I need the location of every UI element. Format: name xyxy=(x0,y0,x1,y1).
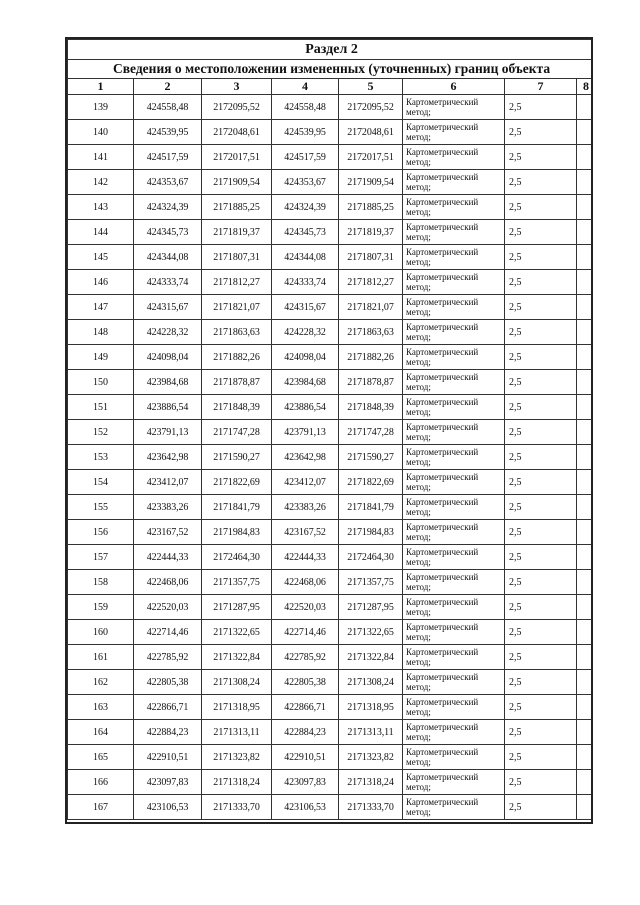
note-cell xyxy=(577,295,594,320)
point-number-cell: 156 xyxy=(68,520,134,545)
x-existing-cell: 424228,32 xyxy=(134,320,202,345)
method-cell: Картометрический метод; xyxy=(403,670,505,695)
method-cell: Картометрический метод; xyxy=(403,345,505,370)
y-updated-cell: 2171821,07 xyxy=(339,295,403,320)
accuracy-cell: 2,5 xyxy=(505,645,577,670)
point-number-cell: 154 xyxy=(68,470,134,495)
point-number-cell: 147 xyxy=(68,295,134,320)
x-existing-cell: 422884,23 xyxy=(134,720,202,745)
point-number-cell: 157 xyxy=(68,545,134,570)
y-updated-cell: 2171318,95 xyxy=(339,695,403,720)
column-header-row xyxy=(68,79,594,95)
x-updated-cell: 422785,92 xyxy=(272,645,339,670)
method-cell: Картометрический метод; xyxy=(403,95,505,120)
y-updated-cell: 2171841,79 xyxy=(339,495,403,520)
document-page xyxy=(65,37,593,824)
method-cell: Картометрический метод; xyxy=(403,495,505,520)
table-row xyxy=(68,245,594,270)
note-cell xyxy=(577,220,594,245)
method-cell: Картометрический метод; xyxy=(403,270,505,295)
table-row xyxy=(68,520,594,545)
accuracy-cell: 2,5 xyxy=(505,145,577,170)
accuracy-cell: 2,5 xyxy=(505,720,577,745)
y-updated-cell: 2171819,37 xyxy=(339,220,403,245)
x-updated-cell: 424558,48 xyxy=(272,95,339,120)
x-existing-cell: 423383,26 xyxy=(134,495,202,520)
accuracy-cell: 2,5 xyxy=(505,245,577,270)
table-row xyxy=(68,670,594,695)
table-row xyxy=(68,595,594,620)
x-updated-cell: 423383,26 xyxy=(272,495,339,520)
y-updated-cell: 2171357,75 xyxy=(339,570,403,595)
accuracy-cell: 2,5 xyxy=(505,595,577,620)
y-updated-cell: 2171313,11 xyxy=(339,720,403,745)
method-cell: Картометрический метод; xyxy=(403,570,505,595)
note-cell xyxy=(577,520,594,545)
note-cell xyxy=(577,370,594,395)
table-row xyxy=(68,745,594,770)
table-row xyxy=(68,320,594,345)
column-header: 2 xyxy=(134,79,202,95)
x-existing-cell: 423642,98 xyxy=(134,445,202,470)
point-number-cell: 167 xyxy=(68,795,134,820)
column-header: 7 xyxy=(505,79,577,95)
table-row xyxy=(68,445,594,470)
note-cell xyxy=(577,395,594,420)
y-updated-cell: 2172464,30 xyxy=(339,545,403,570)
y-existing-cell: 2171821,07 xyxy=(202,295,272,320)
accuracy-cell: 2,5 xyxy=(505,120,577,145)
accuracy-cell: 2,5 xyxy=(505,295,577,320)
column-header: 6 xyxy=(403,79,505,95)
table-row xyxy=(68,170,594,195)
y-existing-cell: 2171357,75 xyxy=(202,570,272,595)
accuracy-cell: 2,5 xyxy=(505,420,577,445)
x-existing-cell: 424344,08 xyxy=(134,245,202,270)
y-updated-cell: 2171323,82 xyxy=(339,745,403,770)
x-existing-cell: 424539,95 xyxy=(134,120,202,145)
table-row xyxy=(68,545,594,570)
accuracy-cell: 2,5 xyxy=(505,270,577,295)
accuracy-cell: 2,5 xyxy=(505,695,577,720)
y-updated-cell: 2172048,61 xyxy=(339,120,403,145)
note-cell xyxy=(577,245,594,270)
y-existing-cell: 2171819,37 xyxy=(202,220,272,245)
table-row xyxy=(68,95,594,120)
y-existing-cell: 2171909,54 xyxy=(202,170,272,195)
y-updated-cell: 2171807,31 xyxy=(339,245,403,270)
table-row xyxy=(68,120,594,145)
method-cell: Картометрический метод; xyxy=(403,795,505,820)
point-number-cell: 142 xyxy=(68,170,134,195)
point-number-cell: 152 xyxy=(68,420,134,445)
x-updated-cell: 423791,13 xyxy=(272,420,339,445)
accuracy-cell: 2,5 xyxy=(505,170,577,195)
accuracy-cell: 2,5 xyxy=(505,520,577,545)
x-updated-cell: 424333,74 xyxy=(272,270,339,295)
method-cell: Картометрический метод; xyxy=(403,170,505,195)
y-existing-cell: 2171322,84 xyxy=(202,645,272,670)
x-updated-cell: 422910,51 xyxy=(272,745,339,770)
table-row xyxy=(68,370,594,395)
x-existing-cell: 422444,33 xyxy=(134,545,202,570)
method-cell: Картометрический метод; xyxy=(403,520,505,545)
table-row xyxy=(68,470,594,495)
point-number-cell: 161 xyxy=(68,645,134,670)
point-number-cell: 145 xyxy=(68,245,134,270)
x-updated-cell: 424539,95 xyxy=(272,120,339,145)
note-cell xyxy=(577,795,594,820)
accuracy-cell: 2,5 xyxy=(505,370,577,395)
x-existing-cell: 422866,71 xyxy=(134,695,202,720)
point-number-cell: 150 xyxy=(68,370,134,395)
point-number-cell: 140 xyxy=(68,120,134,145)
y-existing-cell: 2171318,24 xyxy=(202,770,272,795)
note-cell xyxy=(577,170,594,195)
note-cell xyxy=(577,545,594,570)
y-existing-cell: 2171308,24 xyxy=(202,670,272,695)
y-updated-cell: 2171322,84 xyxy=(339,645,403,670)
x-existing-cell: 423167,52 xyxy=(134,520,202,545)
note-cell xyxy=(577,470,594,495)
accuracy-cell: 2,5 xyxy=(505,395,577,420)
x-updated-cell: 424324,39 xyxy=(272,195,339,220)
x-updated-cell: 423106,53 xyxy=(272,795,339,820)
y-updated-cell: 2171848,39 xyxy=(339,395,403,420)
x-updated-cell: 424517,59 xyxy=(272,145,339,170)
table-row xyxy=(68,770,594,795)
note-cell xyxy=(577,495,594,520)
point-number-cell: 155 xyxy=(68,495,134,520)
x-updated-cell: 424344,08 xyxy=(272,245,339,270)
x-existing-cell: 424098,04 xyxy=(134,345,202,370)
table-row xyxy=(68,620,594,645)
x-existing-cell: 422785,92 xyxy=(134,645,202,670)
method-cell: Картометрический метод; xyxy=(403,620,505,645)
y-existing-cell: 2171590,27 xyxy=(202,445,272,470)
y-existing-cell: 2171807,31 xyxy=(202,245,272,270)
y-existing-cell: 2171333,70 xyxy=(202,795,272,820)
x-updated-cell: 423984,68 xyxy=(272,370,339,395)
y-updated-cell: 2171287,95 xyxy=(339,595,403,620)
y-updated-cell: 2172095,52 xyxy=(339,95,403,120)
y-existing-cell: 2172048,61 xyxy=(202,120,272,145)
point-number-cell: 165 xyxy=(68,745,134,770)
x-updated-cell: 422444,33 xyxy=(272,545,339,570)
x-updated-cell: 424315,67 xyxy=(272,295,339,320)
y-existing-cell: 2171863,63 xyxy=(202,320,272,345)
note-cell xyxy=(577,345,594,370)
point-number-cell: 153 xyxy=(68,445,134,470)
table-row xyxy=(68,720,594,745)
note-cell xyxy=(577,745,594,770)
method-cell: Картометрический метод; xyxy=(403,695,505,720)
y-updated-cell: 2171909,54 xyxy=(339,170,403,195)
x-existing-cell: 422805,38 xyxy=(134,670,202,695)
x-updated-cell: 424228,32 xyxy=(272,320,339,345)
section-subtitle: Сведения о местоположении измененных (уточненных) границ объекта xyxy=(68,60,594,79)
x-updated-cell: 422805,38 xyxy=(272,670,339,695)
y-existing-cell: 2171848,39 xyxy=(202,395,272,420)
note-cell xyxy=(577,320,594,345)
accuracy-cell: 2,5 xyxy=(505,95,577,120)
method-cell: Картометрический метод; xyxy=(403,420,505,445)
note-cell xyxy=(577,620,594,645)
table-row xyxy=(68,145,594,170)
y-existing-cell: 2171882,26 xyxy=(202,345,272,370)
table-row xyxy=(68,420,594,445)
y-existing-cell: 2172017,51 xyxy=(202,145,272,170)
x-existing-cell: 423097,83 xyxy=(134,770,202,795)
table-row xyxy=(68,195,594,220)
x-existing-cell: 423106,53 xyxy=(134,795,202,820)
x-updated-cell: 423097,83 xyxy=(272,770,339,795)
y-existing-cell: 2171841,79 xyxy=(202,495,272,520)
x-existing-cell: 424558,48 xyxy=(134,95,202,120)
point-number-cell: 151 xyxy=(68,395,134,420)
y-updated-cell: 2171308,24 xyxy=(339,670,403,695)
x-existing-cell: 422714,46 xyxy=(134,620,202,645)
point-number-cell: 159 xyxy=(68,595,134,620)
table-row xyxy=(68,570,594,595)
x-updated-cell: 422714,46 xyxy=(272,620,339,645)
y-existing-cell: 2171323,82 xyxy=(202,745,272,770)
accuracy-cell: 2,5 xyxy=(505,545,577,570)
point-number-cell: 163 xyxy=(68,695,134,720)
table-row xyxy=(68,795,594,820)
y-updated-cell: 2171590,27 xyxy=(339,445,403,470)
point-number-cell: 149 xyxy=(68,345,134,370)
y-updated-cell: 2171822,69 xyxy=(339,470,403,495)
method-cell: Картометрический метод; xyxy=(403,320,505,345)
y-updated-cell: 2171318,24 xyxy=(339,770,403,795)
y-existing-cell: 2171885,25 xyxy=(202,195,272,220)
x-updated-cell: 424353,67 xyxy=(272,170,339,195)
y-existing-cell: 2172464,30 xyxy=(202,545,272,570)
accuracy-cell: 2,5 xyxy=(505,770,577,795)
x-updated-cell: 423167,52 xyxy=(272,520,339,545)
point-number-cell: 164 xyxy=(68,720,134,745)
y-updated-cell: 2171747,28 xyxy=(339,420,403,445)
y-existing-cell: 2171322,65 xyxy=(202,620,272,645)
x-updated-cell: 423886,54 xyxy=(272,395,339,420)
x-updated-cell: 423642,98 xyxy=(272,445,339,470)
table-row xyxy=(68,345,594,370)
note-cell xyxy=(577,670,594,695)
x-existing-cell: 424353,67 xyxy=(134,170,202,195)
point-number-cell: 146 xyxy=(68,270,134,295)
y-updated-cell: 2171882,26 xyxy=(339,345,403,370)
method-cell: Картометрический метод; xyxy=(403,720,505,745)
note-cell xyxy=(577,95,594,120)
y-updated-cell: 2171863,63 xyxy=(339,320,403,345)
column-header: 5 xyxy=(339,79,403,95)
point-number-cell: 162 xyxy=(68,670,134,695)
y-existing-cell: 2171313,11 xyxy=(202,720,272,745)
y-updated-cell: 2171333,70 xyxy=(339,795,403,820)
accuracy-cell: 2,5 xyxy=(505,795,577,820)
table-row xyxy=(68,395,594,420)
y-existing-cell: 2171812,27 xyxy=(202,270,272,295)
method-cell: Картометрический метод; xyxy=(403,295,505,320)
y-updated-cell: 2171878,87 xyxy=(339,370,403,395)
method-cell: Картометрический метод; xyxy=(403,395,505,420)
x-existing-cell: 424333,74 xyxy=(134,270,202,295)
method-cell: Картометрический метод; xyxy=(403,545,505,570)
y-existing-cell: 2172095,52 xyxy=(202,95,272,120)
accuracy-cell: 2,5 xyxy=(505,570,577,595)
table-row xyxy=(68,295,594,320)
x-updated-cell: 422468,06 xyxy=(272,570,339,595)
point-number-cell: 166 xyxy=(68,770,134,795)
y-updated-cell: 2171322,65 xyxy=(339,620,403,645)
method-cell: Картометрический метод; xyxy=(403,120,505,145)
y-existing-cell: 2171747,28 xyxy=(202,420,272,445)
point-number-cell: 160 xyxy=(68,620,134,645)
note-cell xyxy=(577,120,594,145)
y-updated-cell: 2172017,51 xyxy=(339,145,403,170)
note-cell xyxy=(577,195,594,220)
accuracy-cell: 2,5 xyxy=(505,195,577,220)
note-cell xyxy=(577,770,594,795)
column-header: 1 xyxy=(68,79,134,95)
point-number-cell: 139 xyxy=(68,95,134,120)
accuracy-cell: 2,5 xyxy=(505,445,577,470)
method-cell: Картометрический метод; xyxy=(403,645,505,670)
note-cell xyxy=(577,645,594,670)
accuracy-cell: 2,5 xyxy=(505,620,577,645)
method-cell: Картометрический метод; xyxy=(403,470,505,495)
method-cell: Картометрический метод; xyxy=(403,595,505,620)
note-cell xyxy=(577,445,594,470)
y-existing-cell: 2171878,87 xyxy=(202,370,272,395)
note-cell xyxy=(577,695,594,720)
table-row xyxy=(68,695,594,720)
x-existing-cell: 423984,68 xyxy=(134,370,202,395)
section-title: Раздел 2 xyxy=(68,40,594,60)
x-updated-cell: 422884,23 xyxy=(272,720,339,745)
x-existing-cell: 423886,54 xyxy=(134,395,202,420)
point-number-cell: 143 xyxy=(68,195,134,220)
method-cell: Картометрический метод; xyxy=(403,370,505,395)
x-existing-cell: 424324,39 xyxy=(134,195,202,220)
note-cell xyxy=(577,270,594,295)
y-updated-cell: 2171812,27 xyxy=(339,270,403,295)
y-updated-cell: 2171984,83 xyxy=(339,520,403,545)
accuracy-cell: 2,5 xyxy=(505,320,577,345)
table-row xyxy=(68,270,594,295)
y-existing-cell: 2171287,95 xyxy=(202,595,272,620)
method-cell: Картометрический метод; xyxy=(403,195,505,220)
note-cell xyxy=(577,595,594,620)
column-header: 8 xyxy=(577,79,594,95)
note-cell xyxy=(577,145,594,170)
point-number-cell: 158 xyxy=(68,570,134,595)
x-existing-cell: 424315,67 xyxy=(134,295,202,320)
x-existing-cell: 422520,03 xyxy=(134,595,202,620)
y-existing-cell: 2171984,83 xyxy=(202,520,272,545)
point-number-cell: 144 xyxy=(68,220,134,245)
y-updated-cell: 2171885,25 xyxy=(339,195,403,220)
column-header: 3 xyxy=(202,79,272,95)
x-updated-cell: 424345,73 xyxy=(272,220,339,245)
x-existing-cell: 423412,07 xyxy=(134,470,202,495)
accuracy-cell: 2,5 xyxy=(505,220,577,245)
point-number-cell: 141 xyxy=(68,145,134,170)
y-existing-cell: 2171318,95 xyxy=(202,695,272,720)
x-existing-cell: 424345,73 xyxy=(134,220,202,245)
method-cell: Картометрический метод; xyxy=(403,770,505,795)
accuracy-cell: 2,5 xyxy=(505,745,577,770)
y-existing-cell: 2171822,69 xyxy=(202,470,272,495)
x-updated-cell: 422866,71 xyxy=(272,695,339,720)
x-existing-cell: 424517,59 xyxy=(134,145,202,170)
x-existing-cell: 423791,13 xyxy=(134,420,202,445)
x-updated-cell: 424098,04 xyxy=(272,345,339,370)
accuracy-cell: 2,5 xyxy=(505,670,577,695)
accuracy-cell: 2,5 xyxy=(505,345,577,370)
method-cell: Картометрический метод; xyxy=(403,145,505,170)
accuracy-cell: 2,5 xyxy=(505,495,577,520)
accuracy-cell: 2,5 xyxy=(505,470,577,495)
method-cell: Картометрический метод; xyxy=(403,220,505,245)
x-updated-cell: 423412,07 xyxy=(272,470,339,495)
method-cell: Картометрический метод; xyxy=(403,245,505,270)
x-updated-cell: 422520,03 xyxy=(272,595,339,620)
point-number-cell: 148 xyxy=(68,320,134,345)
method-cell: Картометрический метод; xyxy=(403,445,505,470)
table-row xyxy=(68,220,594,245)
note-cell xyxy=(577,720,594,745)
x-existing-cell: 422910,51 xyxy=(134,745,202,770)
table-row xyxy=(68,495,594,520)
x-existing-cell: 422468,06 xyxy=(134,570,202,595)
note-cell xyxy=(577,570,594,595)
note-cell xyxy=(577,420,594,445)
method-cell: Картометрический метод; xyxy=(403,745,505,770)
boundary-table xyxy=(67,39,593,820)
table-row xyxy=(68,645,594,670)
column-header: 4 xyxy=(272,79,339,95)
